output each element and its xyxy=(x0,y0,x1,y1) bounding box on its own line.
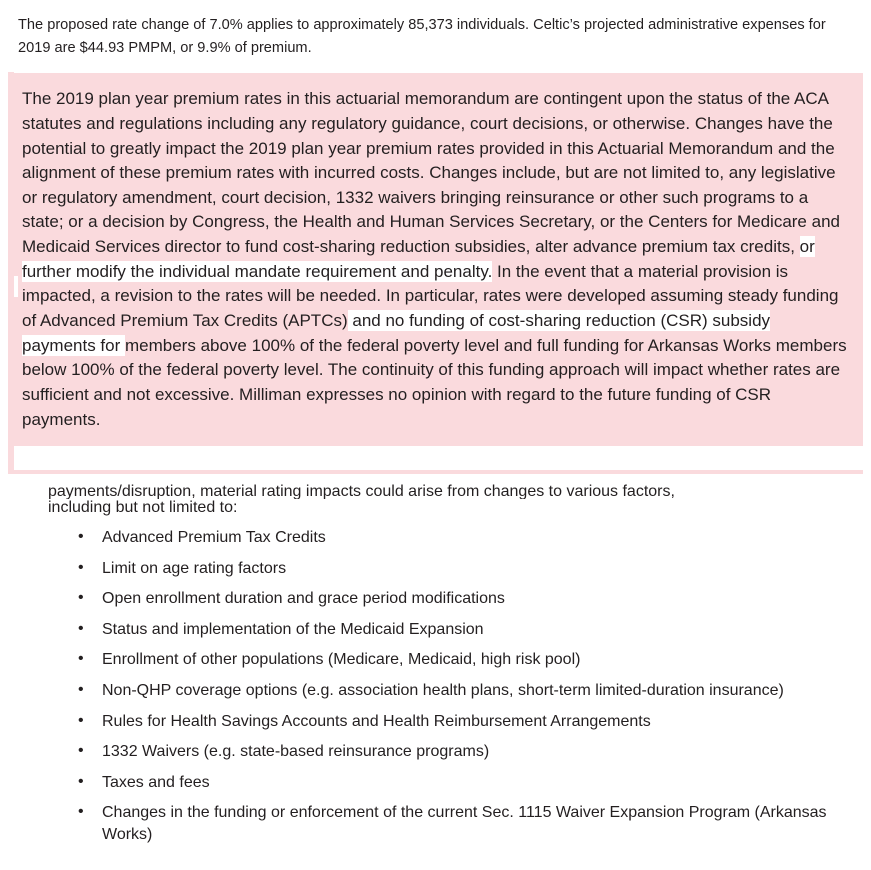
list-item xyxy=(78,741,853,763)
list-item xyxy=(78,802,853,845)
highlighted-paragraph-block xyxy=(8,73,863,446)
bullet-text: Limit on age rating factors xyxy=(102,559,287,577)
bullet-text: Non-QHP coverage options (e.g. association health plans, short-term limited-duration insurance) xyxy=(102,681,784,699)
lead-in-clipped-line: payments/disruption, material rating impacts could arise from changes to various factors, xyxy=(48,484,675,499)
factors-bullet-list xyxy=(48,527,853,846)
list-item xyxy=(78,558,853,580)
list-item xyxy=(78,711,853,733)
segment-white-1: or further modify the individual mandate requirement and penalty. xyxy=(22,237,815,281)
highlighted-paragraph xyxy=(22,87,847,432)
list-item xyxy=(78,619,853,641)
list-item xyxy=(78,649,853,671)
bullet-text: 1332 Waivers (e.g. state-based reinsurance programs) xyxy=(102,743,490,761)
list-item xyxy=(78,680,853,702)
list-item xyxy=(78,588,853,610)
list-item xyxy=(78,527,853,549)
segment-plain-1: The 2019 plan year premium rates in this actuarial memorandum are contingent upon the status of the ACA statutes and regulations including any regulatory guidance, court decisions, or otherwise. Changes have the potential to greatly impact the 2019 plan year premium rates provided in this Actuarial Memorandum and the alignment of these premium rates with incurred costs. Changes include, but are not limited to, any legislative or regulatory amendment, court decision, 1332 waivers bringing reinsurance or other such programs to a state; or a decision by Congress, the Health and Human Services Secretary, or the Centers for Medicare and Medicaid Services director to fund cost-sharing reduction subsidies, alter advance premium tax credits, xyxy=(22,89,840,257)
list-item xyxy=(78,772,853,794)
bullet-text: Advanced Premium Tax Credits xyxy=(102,529,326,546)
bullet-text: Enrollment of other populations (Medicare, Medicaid, high risk pool) xyxy=(102,651,581,669)
lead-in-second-line: including but not limited to: xyxy=(48,499,238,516)
lower-section xyxy=(8,470,863,856)
segment-white-2: and no funding of cost-sharing reduction (CSR) subsidy payments for xyxy=(22,310,771,355)
bullet-text: Taxes and fees xyxy=(102,773,210,791)
bullet-text: Changes in the funding or enforcement of the current Sec. 1115 Waiver Expansion Program (Arkansas Works) xyxy=(102,804,827,843)
bullet-text: Status and implementation of the Medicaid Expansion xyxy=(102,620,484,638)
lead-in-text xyxy=(48,484,853,517)
intro-paragraph: The proposed rate change of 7.0% applies to approximately 85,373 individuals. Celtic’s projected administrative expenses for 2019 are $44.93 PMPM, or 9.9% of premium. xyxy=(18,17,826,56)
segment-plain-2: In the event that a material provision is impacted, a revision to the rates will be needed. In particular, rates were developed assuming steady funding of Advanced Premium Tax Credits (APTCs) xyxy=(22,261,839,330)
bullet-text: Rules for Health Savings Accounts and Health Reimbursement Arrangements xyxy=(102,712,651,730)
bullet-text: Open enrollment duration and grace period modifications xyxy=(102,590,505,608)
segment-plain-3: members above 100% of the federal poverty level and full funding for Arkansas Works members below 100% of the federal poverty level. The continuity of this funding approach will impact whether rates are sufficient and not excessive. Milliman expresses no opinion with regard to the future funding of CSR payments. xyxy=(22,335,847,429)
